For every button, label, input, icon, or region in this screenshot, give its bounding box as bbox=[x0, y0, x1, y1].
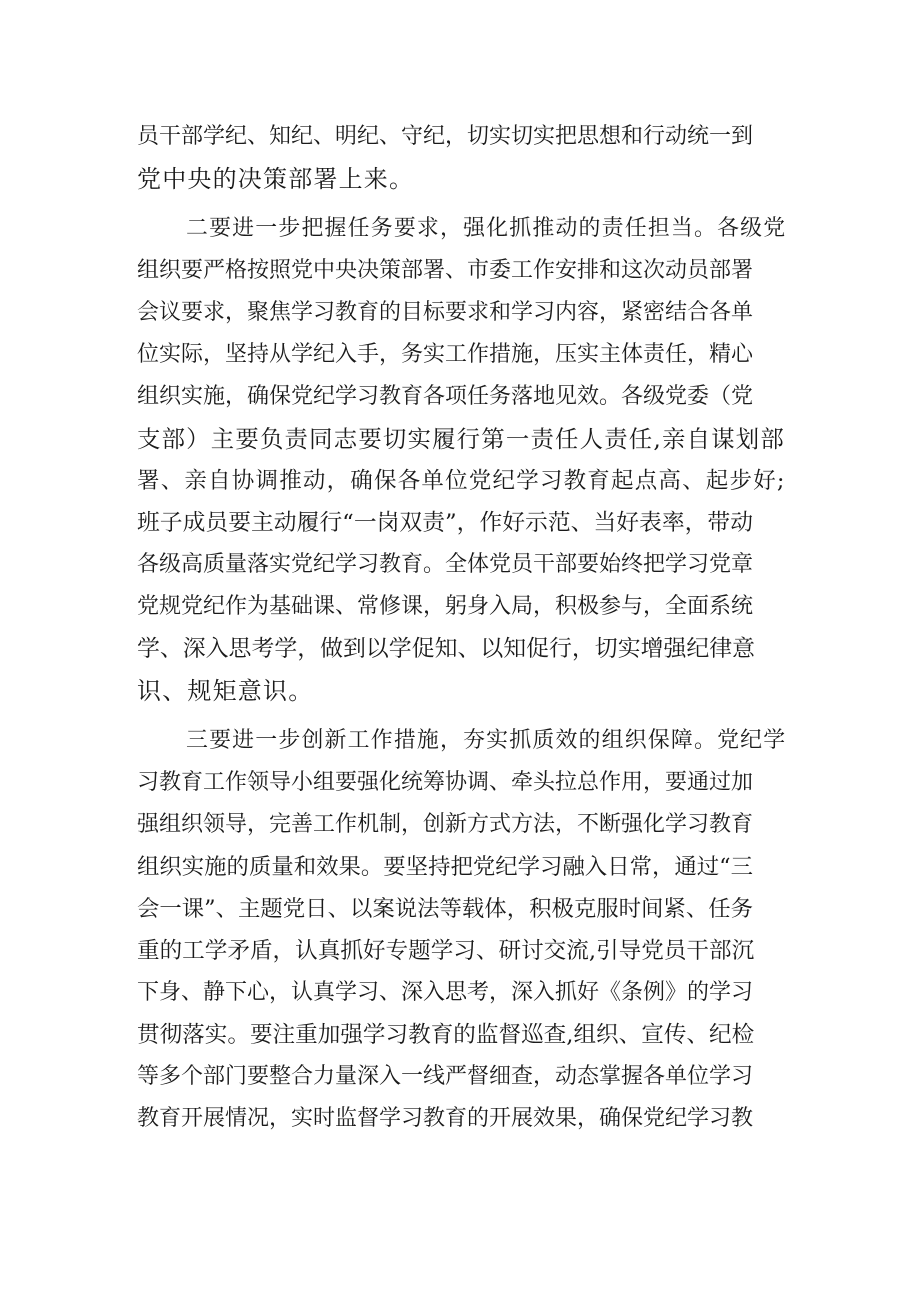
text-line: 班子成员要主动履行“一岗双责”，作好示范、当好表率，带动 bbox=[137, 510, 754, 536]
text-line: 会议要求，聚焦学习教育的目标要求和学习内容，紧密结合各单 bbox=[137, 300, 754, 325]
text-line: 党中央的决策部署上来。 bbox=[137, 165, 415, 193]
text-line: 强组织领导，完善工作机制，创新方式方法，不断强化学习教育 bbox=[137, 812, 754, 837]
text-line: 下身、静下心，认真学习、深入思考，深入抓好《条例》的学习 bbox=[137, 980, 754, 1005]
text-line: 署、亲自协调推动，确保各单位党纪学习教育起点高、起步好; bbox=[137, 468, 786, 494]
text-line: 位实际，坚持从学纪入手，务实工作措施，压实主体责任，精心 bbox=[137, 342, 754, 367]
text-line: 等多个部门要整合力量深入一线严督细查，动态掌握各单位学习 bbox=[137, 1064, 754, 1089]
paragraph-2-first-line: 二要进一步把握任务要求，强化抓推动的责任担当。各级党 bbox=[186, 216, 787, 241]
text-line: 组织实施的质量和效果。要坚持把党纪学习融入日常，通过“三 bbox=[137, 854, 753, 880]
text-line: 识、规矩意识。 bbox=[137, 677, 314, 705]
text-line: 学、深入思考学，做到以学促知、以知促行，切实增强纪律意 bbox=[137, 636, 756, 662]
text-line: 贯彻落实。要注重加强学习教育的监督巡查,组织、宣传、纪检 bbox=[137, 1022, 755, 1048]
text-line: 各级高质量落实党纪学习教育。全体党员干部要始终把学习党章 bbox=[137, 552, 754, 577]
text-line: 员干部学纪、知纪、明纪、守纪，切实切实把思想和行动统一到 bbox=[137, 124, 754, 149]
text-line: 党规党纪作为基础课、常修课，躬身入局，积极参与，全面系统 bbox=[137, 594, 754, 619]
text-line: 组织实施，确保党纪学习教育各项任务落地见效。各级党委（党 bbox=[137, 384, 754, 409]
text-line: 会一课”、主题党日、以案说法等载体，积极克服时间紧、任务 bbox=[137, 896, 753, 922]
text-line: 支部）主要负责同志要切实履行第一责任人责任,亲自谋划部 bbox=[137, 425, 785, 453]
text-line: 教育开展情况，实时监督学习教育的开展效果，确保党纪学习教 bbox=[137, 1106, 754, 1131]
text-line: 组织要严格按照党中央决策部署、市委工作安排和这次动员部署 bbox=[137, 258, 754, 283]
text-line: 习教育工作领导小组要强化统筹协调、牵头拉总作用，要通过加 bbox=[137, 770, 754, 795]
paragraph-3-first-line: 三要进一步创新工作措施，夯实抓质效的组织保障。党纪学 bbox=[186, 728, 787, 753]
text-line: 重的工学矛盾，认真抓好专题学习、研讨交流,引导党员干部沉 bbox=[137, 938, 755, 964]
